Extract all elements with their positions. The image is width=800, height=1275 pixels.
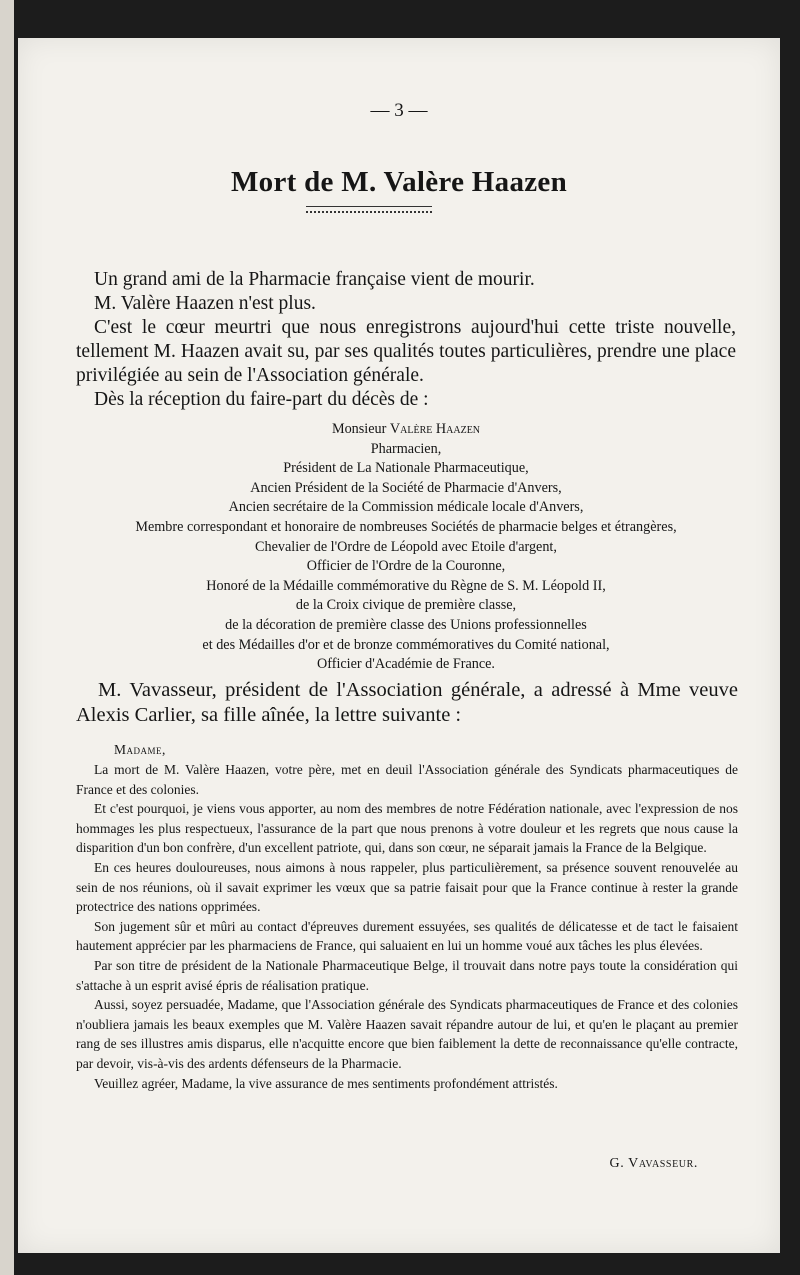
title-line: Officier d'Académie de France. — [317, 656, 495, 673]
title-line: Président de La Nationale Pharmaceutique, — [283, 460, 529, 477]
deceased-titles — [74, 420, 738, 675]
title-line: Membre correspondant et honoraire de nombreuses Sociétés de pharmacie belges et étrangères, — [135, 518, 677, 535]
title-line: Pharmacien, — [370, 440, 442, 457]
document-page — [18, 38, 780, 1253]
title-line: de la décoration de première classe des Unions professionnelles — [225, 616, 587, 633]
letter-paragraph: Veuillez agréer, Madame, la vive assurance de mes sentiments profondément attristés. — [94, 1075, 558, 1091]
intro-paragraph: M. Valère Haazen n'est plus. — [94, 293, 316, 314]
title-line: Ancien Président de la Société de Pharmacie d'Anvers, — [250, 479, 562, 496]
letter-salutation: Madame, — [114, 742, 166, 757]
title-line: de la Croix civique de première classe, — [295, 597, 517, 614]
title-line: Ancien secrétaire de la Commission médicale locale d'Anvers, — [228, 499, 584, 516]
book-edge — [0, 0, 14, 1275]
intro-paragraph: Dès la réception du faire-part du décès de : — [94, 389, 429, 410]
deceased-name: Valère Haazen — [389, 421, 481, 437]
letter-body — [76, 760, 738, 1093]
title-line: Honoré de la Médaille commémorative du Règne de S. M. Léopold II, — [206, 577, 606, 594]
intro-paragraph: Un grand ami de la Pharmacie française vient de mourir. — [94, 269, 535, 290]
intro-paragraph: C'est le cœur meurtri que nous enregistrons aujourd'hui cette triste nouvelle, tellement M. Haazen avait su, par ses qualités toutes particulières, prendre une place privilégiée au sein de l'Association générale. — [76, 317, 736, 386]
letter-paragraph: La mort de M. Valère Haazen, votre père, met en deuil l'Association générale des Syndicats pharmaceutiques de France et des colonies. — [76, 762, 738, 797]
intro-section — [76, 268, 736, 412]
letter-signature: G. Vavasseur. — [609, 1156, 698, 1171]
name-prefix: Monsieur — [331, 421, 387, 437]
title-divider — [306, 206, 432, 213]
letter-paragraph: Son jugement sûr et mûri au contact d'épreuves durement essuyées, ses qualités de délicatesse et de tact le faisaient hautement apprécier par les pharmaciens de France, qui saluaient en lui un homme voué aux tâches les plus élevées. — [76, 918, 738, 954]
letter-intro-paragraph: M. Vavasseur, président de l'Association générale, a adressé à Mme veuve Alexis Carlier, sa fille aînée, la lettre suivante : — [76, 679, 738, 726]
article-title: Mort de M. Valère Haazen — [230, 166, 568, 198]
deceased-name-line — [74, 420, 738, 440]
letter-paragraph: En ces heures douloureuses, nous aimons à nous rappeler, plus particulièrement, sa présence souvent renouvelée au sein de nos réunions, où il savait exprimer les vœux que sa patrie faisait pour que la France continue à rester la grande protectrice des nations opprimées. — [76, 859, 738, 915]
title-line: Chevalier de l'Ordre de Léopold avec Etoile d'argent, — [255, 538, 557, 555]
letter-paragraph: Aussi, soyez persuadée, Madame, que l'Association générale des Syndicats pharmaceutiques de France et des colonies n'oubliera jamais les beaux exemples que M. Valère Haazen savait répandre autour de lui, et qu'en le plaçant au premier rang de ses illustres amis disparus, elle n'acquitte encore que bien faiblement la dette de reconnaissance qu'elle contracte, par devoir, vis-à-vis des ardents défenseurs de la Pharmacie. — [76, 997, 738, 1071]
title-line: Officier de l'Ordre de la Couronne, — [306, 558, 506, 575]
page-number: — 3 — — [370, 100, 428, 121]
letter-paragraph: Et c'est pourquoi, je viens vous apporter, au nom des membres de notre Fédération nationale, avec l'expression de nos hommages les plus respectueux, l'assurance de la part que nous prenons à votre douleur et les regrets que nous cause la disparition d'un bon confrère, d'un excellent patriote, qui, dans son cœur, ne séparait jamais la France de la Belgique. — [76, 801, 738, 856]
title-line: et des Médailles d'or et de bronze commémoratives du Comité national, — [202, 636, 610, 653]
letter-paragraph: Par son titre de président de la Nationale Pharmaceutique Belge, il trouvait dans notre pays toute la considération qui s'attache à un esprit avisé épris de réalisation pratique. — [76, 957, 738, 993]
letter-introduction — [76, 678, 738, 728]
